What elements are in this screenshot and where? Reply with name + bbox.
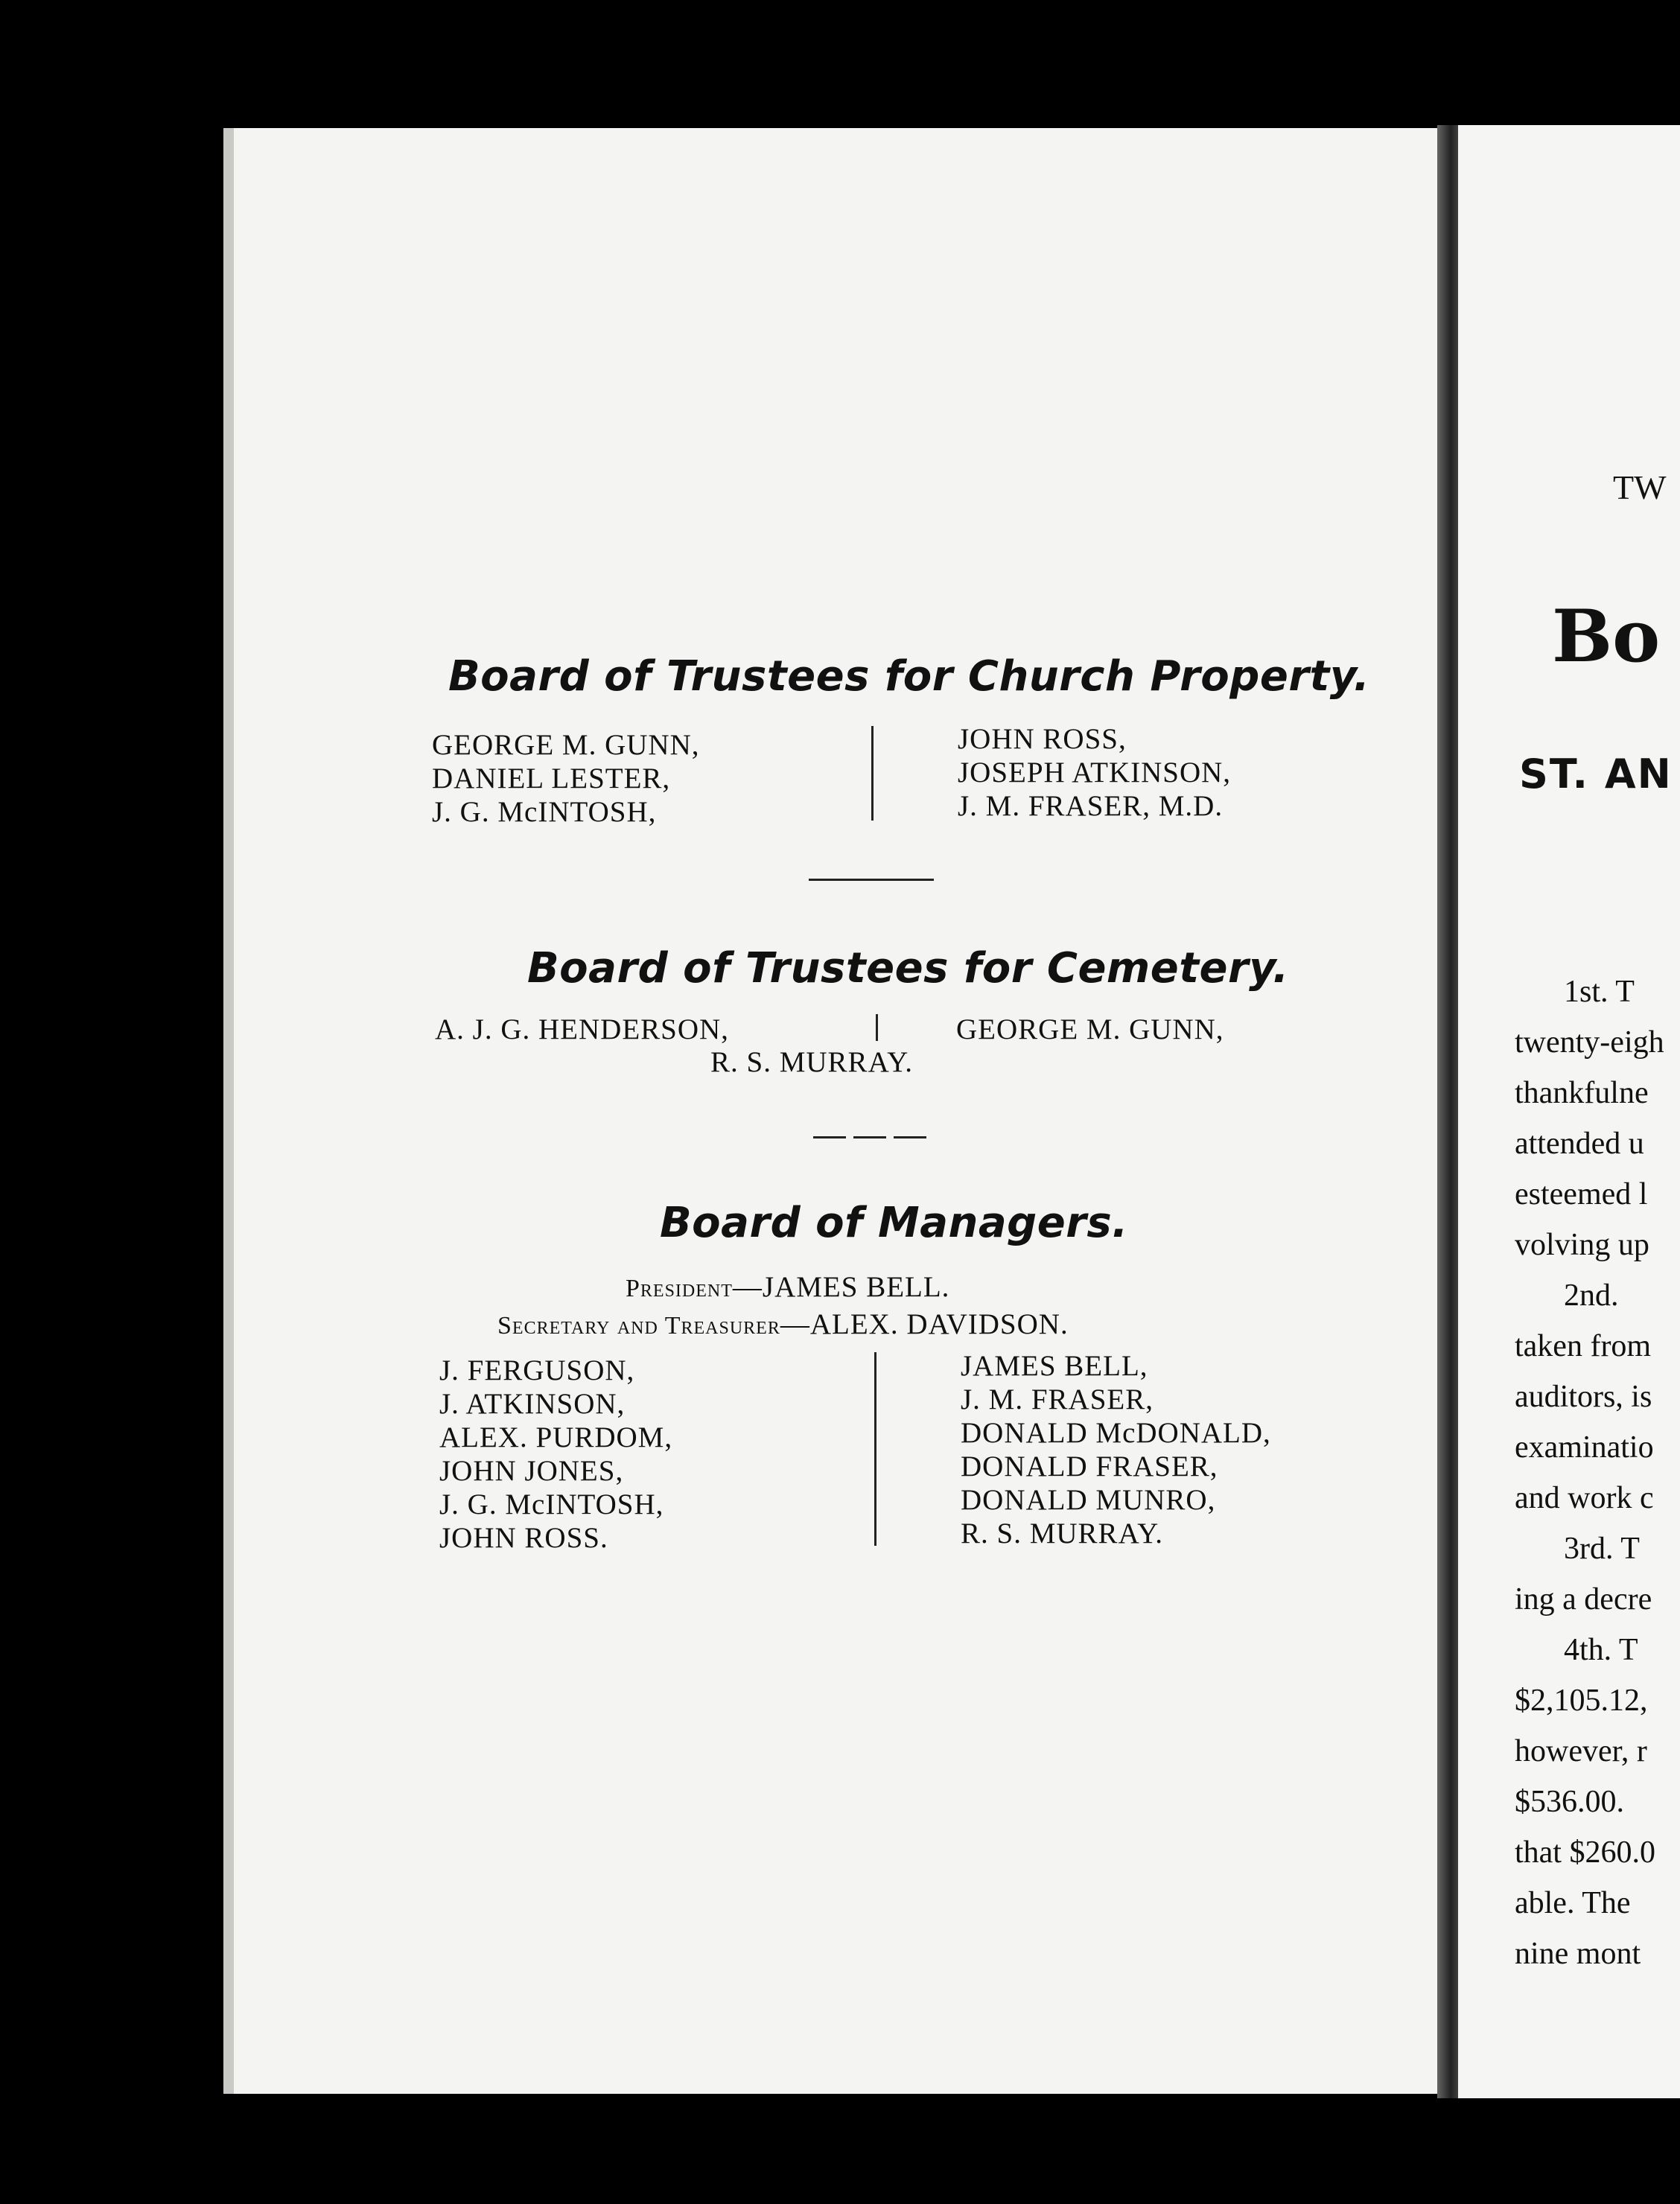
president-line bbox=[626, 1270, 949, 1304]
heading-board-of-managers: Board of Managers. bbox=[660, 1199, 1128, 1247]
paragraph-line: nine mont bbox=[1515, 1937, 1641, 1971]
paragraph-line: thankfulne bbox=[1515, 1076, 1649, 1110]
paragraph-line: attended u bbox=[1515, 1127, 1644, 1161]
trustee-name: JOSEPH ATKINSON, bbox=[958, 757, 1232, 789]
managers-left-column bbox=[439, 1354, 672, 1555]
manager-name: ALEX. PURDOM, bbox=[439, 1421, 673, 1453]
paragraph-line: auditors, is bbox=[1515, 1380, 1652, 1414]
facing-page bbox=[1458, 125, 1680, 2098]
left-page bbox=[223, 128, 1455, 2094]
heading-church-trustees: Board of Trustees for Church Property. bbox=[448, 652, 1370, 701]
section-divider bbox=[809, 879, 934, 881]
facing-page-title-fragment: TW bbox=[1613, 468, 1667, 506]
manager-name: DONALD FRASER, bbox=[961, 1450, 1218, 1482]
paragraph-line: 2nd. bbox=[1564, 1278, 1619, 1313]
manager-name: DONALD MUNRO, bbox=[961, 1484, 1216, 1516]
paragraph-line: however, r bbox=[1515, 1734, 1647, 1768]
paragraph-line: able. The bbox=[1515, 1886, 1631, 1920]
trustee-name: JOHN ROSS, bbox=[958, 723, 1127, 755]
manager-name: JOHN JONES, bbox=[439, 1455, 624, 1487]
manager-name: DONALD McDONALD, bbox=[961, 1417, 1271, 1449]
cemetery-trustee-right: GEORGE M. GUNN, bbox=[956, 1013, 1224, 1045]
paragraph-line: examinatio bbox=[1515, 1430, 1654, 1465]
heading-cemetery-trustees: Board of Trustees for Cemetery. bbox=[527, 944, 1289, 993]
paragraph-line: 4th. T bbox=[1564, 1633, 1638, 1667]
column-divider bbox=[876, 1014, 878, 1041]
manager-name: J. ATKINSON, bbox=[439, 1388, 626, 1420]
manager-name: JAMES BELL, bbox=[961, 1350, 1148, 1382]
manager-name: J. FERGUSON, bbox=[439, 1354, 635, 1386]
managers-right-column bbox=[961, 1349, 1271, 1550]
book-spine bbox=[1437, 125, 1460, 2098]
president-name: —JAMES BELL. bbox=[732, 1271, 950, 1303]
manager-name: R. S. MURRAY. bbox=[961, 1517, 1164, 1550]
manager-name: J. M. FRASER, bbox=[961, 1383, 1154, 1415]
paragraph-line: and work c bbox=[1515, 1481, 1654, 1515]
church-trustees-right-column bbox=[958, 722, 1231, 823]
president-title: President bbox=[626, 1275, 733, 1302]
facing-page-paragraph bbox=[1515, 966, 1664, 1979]
secretary-title: Secretary and Treasurer bbox=[497, 1312, 780, 1340]
paragraph-line: esteemed l bbox=[1515, 1177, 1648, 1211]
trustee-name: GEORGE M. GUNN, bbox=[432, 729, 700, 761]
trustee-name: J. G. McINTOSH, bbox=[432, 796, 657, 828]
paragraph-line: volving up bbox=[1515, 1228, 1649, 1262]
column-divider bbox=[874, 1352, 876, 1546]
secretary-name: —ALEX. DAVIDSON. bbox=[780, 1308, 1069, 1340]
trustee-name: DANIEL LESTER, bbox=[432, 762, 671, 794]
paragraph-line: twenty-eigh bbox=[1515, 1025, 1664, 1060]
section-divider bbox=[813, 1136, 932, 1138]
facing-page-gothic-heading-fragment: Bo bbox=[1552, 594, 1661, 678]
paragraph-line: taken from bbox=[1515, 1329, 1652, 1363]
paragraph-line: ing a decre bbox=[1515, 1582, 1652, 1617]
manager-name: JOHN ROSS. bbox=[439, 1522, 608, 1554]
trustee-name: J. M. FRASER, M.D. bbox=[958, 790, 1224, 822]
paragraph-line: $2,105.12, bbox=[1515, 1684, 1648, 1718]
cemetery-trustee-center: R. S. MURRAY. bbox=[710, 1046, 914, 1078]
paragraph-line: 1st. T bbox=[1564, 975, 1635, 1009]
column-divider bbox=[871, 726, 874, 821]
manager-name: J. G. McINTOSH, bbox=[439, 1488, 664, 1520]
paragraph-line: 3rd. T bbox=[1564, 1532, 1640, 1566]
paragraph-line: $536.00. bbox=[1515, 1785, 1624, 1819]
secretary-line bbox=[497, 1308, 1069, 1341]
paragraph-line: that $260.0 bbox=[1515, 1835, 1655, 1870]
cemetery-trustee-left: A. J. G. HENDERSON, bbox=[435, 1013, 729, 1045]
facing-page-church-name-fragment: ST. AN bbox=[1519, 751, 1673, 797]
church-trustees-left-column bbox=[432, 728, 700, 829]
